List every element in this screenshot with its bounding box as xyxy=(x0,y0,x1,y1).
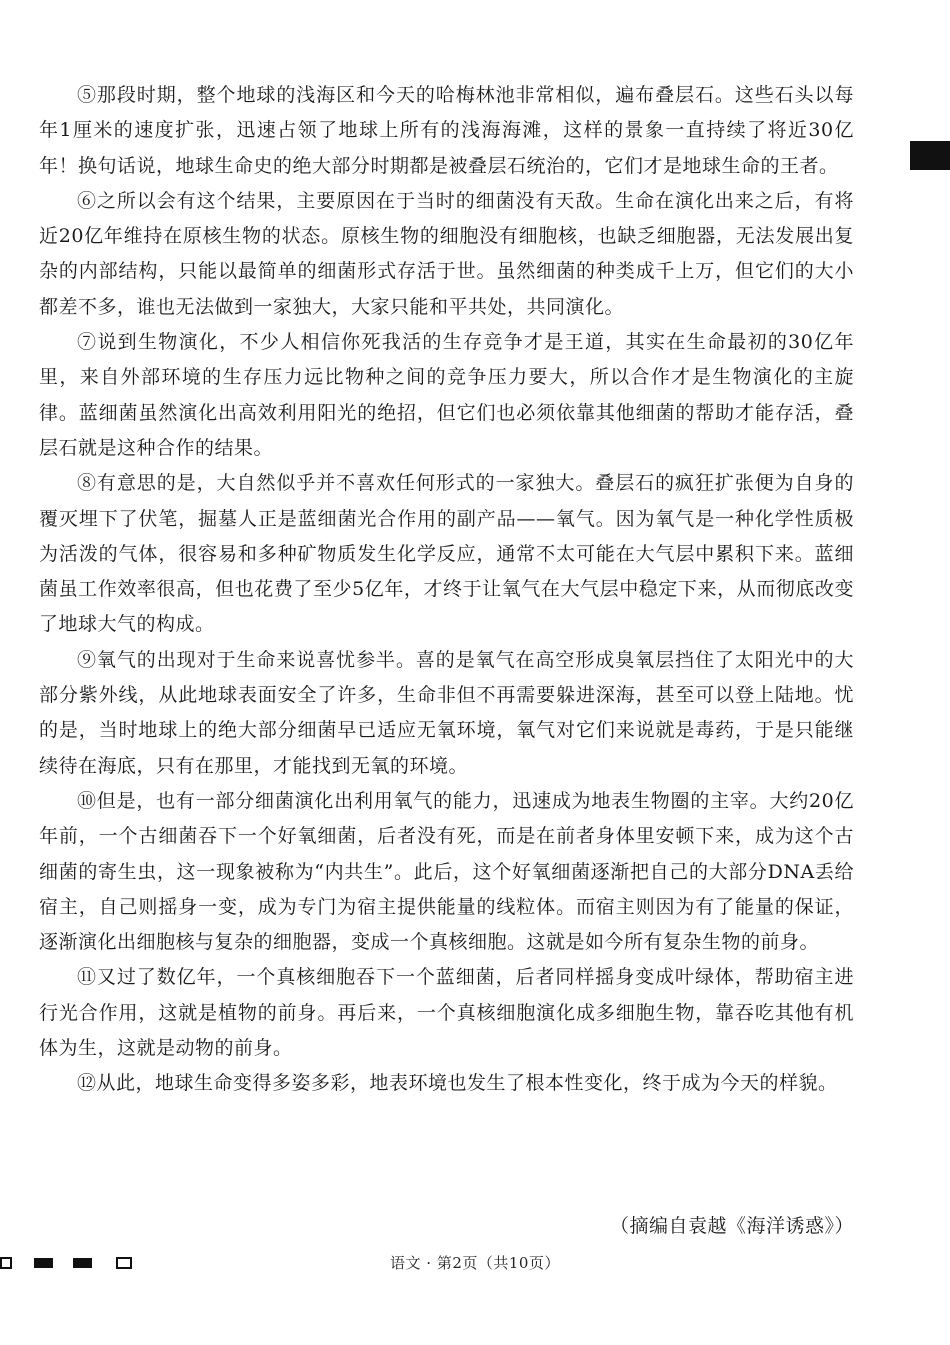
paragraph-6: ⑥之所以会有这个结果，主要原因在于当时的细菌没有天敌。生命在演化出来之后，有将近20亿年维持在原核生物的状态。原核生物的细胞没有细胞核，也缺乏细胞器，无法发展出复杂的内部结构，只能以最简单的细菌形式存活于世。虽然细菌的种类成千上万，但它们的大小都差不多，谁也无法做到一家独大，大家只能和平共处，共同演化。 xyxy=(39,189,854,318)
paragraph-5: ⑤那段时期，整个地球的浅海区和今天的哈梅林池非常相似，遍布叠层石。这些石头以每年1厘米的速度扩张，迅速占领了地球上所有的浅海海滩，这样的景象一直持续了将近30亿年！换句话说，地球生命史的绝大部分时期都是被叠层石统治的，它们才是地球生命的王者。 xyxy=(39,84,854,177)
article-body xyxy=(39,78,854,1102)
side-registration-mark xyxy=(910,141,950,170)
paragraph-10: ⑩但是，也有一部分细菌演化出利用氧气的能力，迅速成为地表生物圈的主宰。大约20亿年前，一个古细菌吞下一个好氧细菌，后者没有死，而是在前者身体里安顿下来，成为这个古细菌的寄生虫，这一现象被称为“内共生”。此后，这个好氧细菌逐渐把自己的大部分DNA丢给宿主，自己则摇身一变，成为专门为宿主提供能量的线粒体。而宿主则因为有了能量的保证，逐渐演化出细胞核与复杂的细胞器，变成一个真核细胞。这就是如今所有复杂生物的前身。 xyxy=(39,789,854,954)
paragraph-11: ⑪又过了数亿年，一个真核细胞吞下一个蓝细菌，后者同样摇身变成叶绿体，帮助宿主进行光合作用，这就是植物的前身。再后来，一个真核细胞演化成多细胞生物，靠吞吃其他有机体为生，这就是动物的前身。 xyxy=(39,966,854,1060)
article-source: （摘编自袁越《海洋诱惑》） xyxy=(609,1215,854,1237)
paragraph-9: ⑨氧气的出现对于生命来说喜忧参半。喜的是氧气在高空形成臭氧层挡住了太阳光中的大部分紫外线，从此地球表面安全了许多，生命非但不再需要躲进深海，甚至可以登上陆地。忧的是，当时地球上的绝大部分细菌早已适应无氧环境，氧气对它们来说就是毒药，于是只能继续待在海底，只有在那里，才能找到无氧的环境。 xyxy=(39,648,854,777)
paragraph-7: ⑦说到生物演化，不少人相信你死我活的生存竞争才是王道，其实在生命最初的30亿年里，来自外部环境的生存压力远比物种之间的竞争压力要大，所以合作才是生物演化的主旋律。蓝细菌虽然演化出高效利用阳光的绝招，但它们也必须依靠其他细菌的帮助才能存活，叠层石就是这种合作的结果。 xyxy=(39,331,854,459)
paragraph-8: ⑧有意思的是，大自然似乎并不喜欢任何形式的一家独大。叠层石的疯狂扩张便为自身的覆灭埋下了伏笔，掘墓人正是蓝细菌光合作用的副产品——氧气。因为氧气是一种化学性质极为活泼的气体，很容易和多种矿物质发生化学反应，通常不太可能在大气层中累积下来。蓝细菌虽工作效率很高，但也花费了至少5亿年，才终于让氧气在大气层中稳定下来，从而彻底改变了地球大气的构成。 xyxy=(39,472,854,636)
page-number-footer: 语文 · 第2页（共10页） xyxy=(390,1254,560,1272)
paragraph-12: ⑫从此，地球生命变得多姿多彩，地表环境也发生了根本性变化，终于成为今天的样貌。 xyxy=(77,1072,838,1095)
